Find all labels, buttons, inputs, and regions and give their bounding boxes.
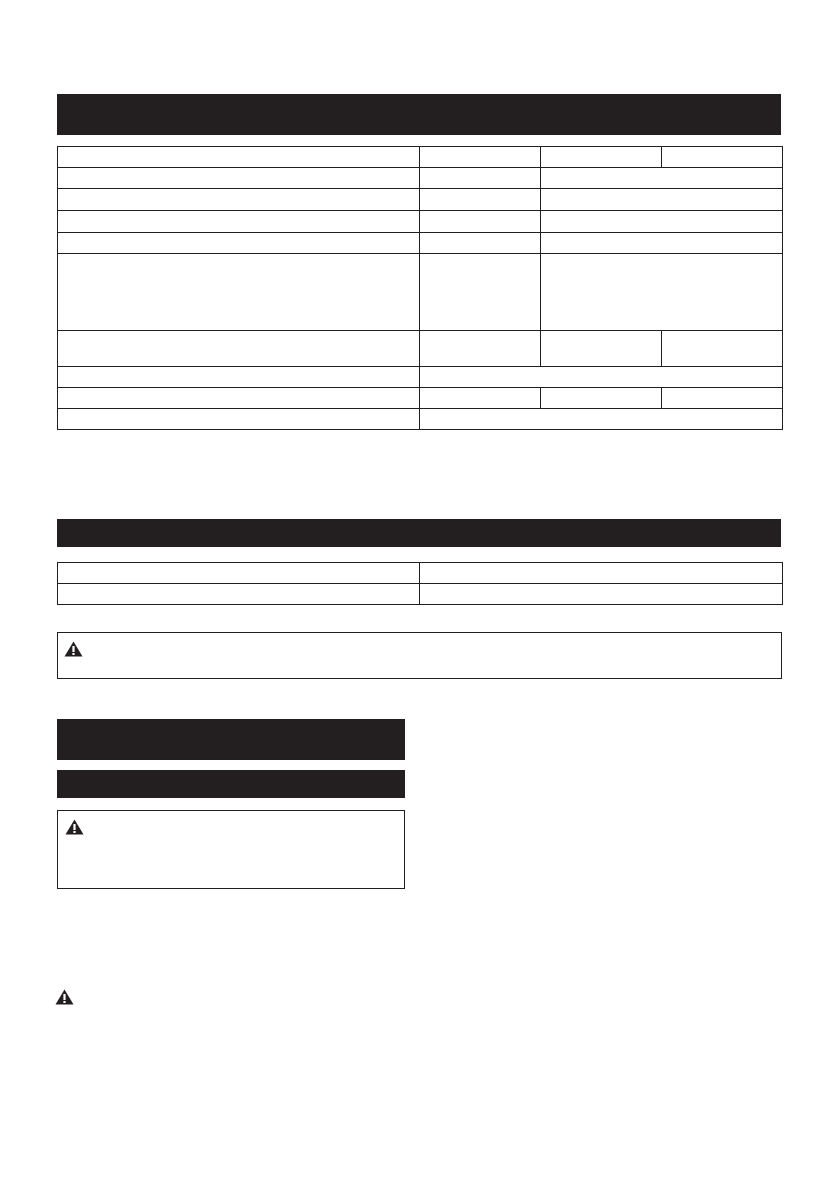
intended-use-table	[57, 562, 783, 605]
spec-value	[541, 147, 662, 168]
table-row	[58, 367, 783, 388]
spec-label	[58, 189, 420, 211]
table-row	[58, 388, 783, 409]
safety-warnings-subheader	[57, 770, 405, 798]
use-value	[420, 584, 783, 605]
warning-box	[57, 810, 405, 889]
spec-value	[420, 189, 541, 211]
table-row	[58, 233, 783, 254]
spec-value	[541, 233, 783, 254]
table-row	[58, 211, 783, 233]
table-row	[58, 563, 783, 584]
spec-value	[420, 168, 541, 189]
spec-label	[58, 254, 420, 331]
warning-triangle-icon	[64, 641, 83, 657]
use-value	[420, 563, 783, 584]
spec-label	[58, 168, 420, 189]
spec-value	[662, 388, 783, 409]
spec-label	[58, 388, 420, 409]
spec-label	[58, 233, 420, 254]
specifications-header	[57, 94, 781, 135]
spec-value	[420, 409, 783, 430]
spec-label	[58, 211, 420, 233]
intended-use-header	[57, 519, 781, 547]
table-row	[58, 147, 783, 168]
spec-value	[541, 211, 783, 233]
warning-box	[57, 632, 782, 679]
spec-value	[420, 388, 541, 409]
spec-value	[662, 331, 783, 367]
spec-value	[420, 254, 541, 331]
spec-value	[541, 254, 783, 331]
spec-value	[541, 189, 783, 211]
table-row	[58, 409, 783, 430]
table-row	[58, 189, 783, 211]
spec-value	[420, 233, 541, 254]
table-row	[58, 168, 783, 189]
intended-use-title	[57, 519, 781, 531]
spec-label	[58, 147, 420, 168]
warning-triangle-icon	[55, 989, 74, 1005]
spec-label	[58, 367, 420, 388]
table-row	[58, 254, 783, 331]
spec-label	[58, 331, 420, 367]
safety-warnings-subtitle	[57, 770, 405, 782]
safety-warnings-header	[57, 719, 405, 760]
warning-triangle-icon	[65, 819, 84, 835]
spec-value	[541, 331, 662, 367]
specifications-table	[57, 146, 783, 430]
spec-value	[541, 388, 662, 409]
spec-value	[420, 147, 541, 168]
spec-label	[58, 409, 420, 430]
safety-warnings-title	[57, 719, 405, 731]
table-row	[58, 331, 783, 367]
spec-value	[420, 211, 541, 233]
table-row	[58, 584, 783, 605]
use-label	[58, 563, 420, 584]
specifications-title	[57, 94, 781, 106]
spec-value	[420, 331, 541, 367]
spec-value	[541, 168, 783, 189]
use-label	[58, 584, 420, 605]
spec-value	[662, 147, 783, 168]
spec-value	[420, 367, 783, 388]
